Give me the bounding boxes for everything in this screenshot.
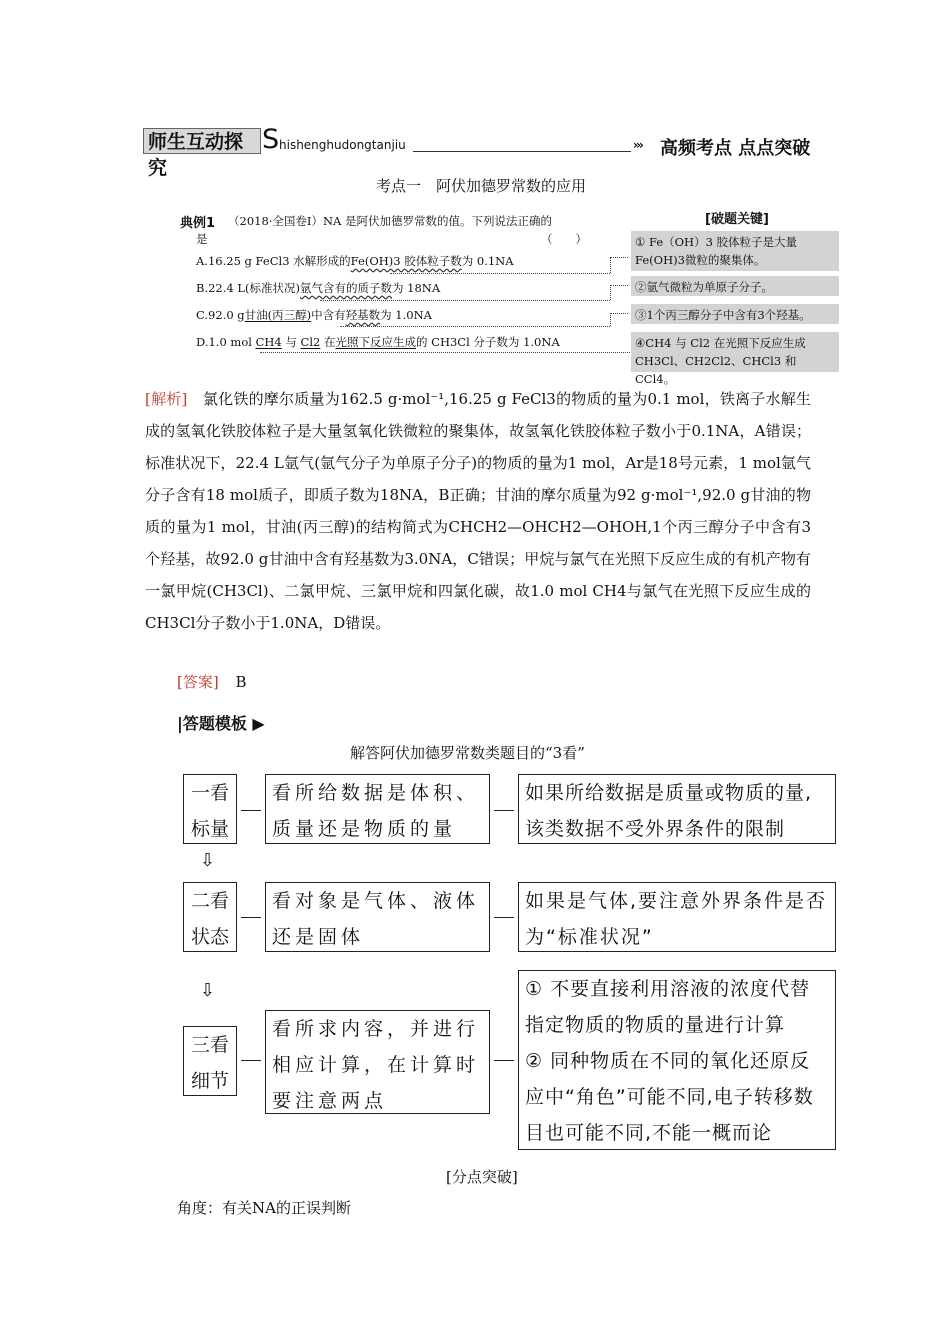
connector-a-h: [610, 257, 628, 258]
analysis-text: 氯化铁的摩尔质量为162.5 g·mol⁻¹,16.25 g FeCl3的物质的量为0.1 mol，铁离子水解生成的氢氧化铁胶体粒子是大量氢氧化铁微粒的聚集体，故氢氧化铁胶体粒子数小于0.1NA，A错误；标准状况下，22.4 L氩气(氩气分子为单原子分子)的物质的量为1 mol，Ar是18号元素，1 mol氩气分子含有18 mol质子，即质子数为18NA，B正确；甘油的摩尔质量为92 g·mol⁻¹,92.0 g甘油的物质的量为1 mol，甘油(丙三醇)的结构简式为CHCH2—OHCH2—OHOH,1个丙三醇分子中含有3个羟基，故92.0 g甘油中含有羟基数为3.0NA，C错误；甲烷与氯气在光照下反应生成的有机产物有一氯甲烷(CH3Cl)、二氯甲烷、三氯甲烷和四氯化碳，故1.0 mol CH4与氯气在光照下反应生成的CH3Cl分子数小于1.0NA，D错误。: [145, 390, 811, 632]
key-point-3: ③1个丙三醇分子中含有3个羟基。: [631, 304, 839, 324]
answer-label: [答案]: [177, 673, 219, 691]
key-point-2: ②氩气微粒为单原子分子。: [631, 276, 839, 296]
step-1-right: 如果所给数据是质量或物质的量,该类数据不受外界条件的限制: [518, 774, 836, 844]
dash-1b: [494, 810, 514, 811]
dash-3b: [494, 1060, 514, 1061]
key-point-1: ① Fe（OH）3 胶体粒子是大量Fe(OH)3微粒的聚集体。: [631, 231, 839, 271]
section-banner-left: 师生互动探究: [143, 128, 261, 154]
sub-section-title: [分点突破]: [446, 1168, 518, 1186]
option-d: D.1.0 mol CH4 与 Cl2 在光照下反应生成的 CH3Cl 分子数为 1.0NA: [196, 335, 560, 349]
example-stem: （2018·全国卷Ⅰ）NA 是阿伏加德罗常数的值。下列说法正确的: [228, 214, 552, 228]
option-c: C.92.0 g甘油(丙三醇)中含有羟基数为 1.0NA: [196, 308, 432, 322]
section-title: 考点一 阿伏加德罗常数的应用: [376, 177, 587, 195]
step-3-right: ① 不要直接利用溶液的浓度代替指定物质的物质的量进行计算 ② 同种物质在不同的氧化还原反应中“角色”可能不同,电子转移数目也可能不同,不能一概而论: [518, 970, 836, 1150]
banner-arrows-icon: ›››: [633, 138, 642, 152]
example-tag: 典例1: [180, 216, 216, 231]
dash-2b: [494, 917, 514, 918]
step-2-middle: 看对象是气体、液体还是固体: [265, 882, 490, 952]
option-b: B.22.4 L(标准状况)氩气含有的质子数为 18NA: [196, 281, 441, 295]
step-1-middle: 看所给数据是体积、质量还是物质的量: [265, 774, 490, 844]
connector-c-v: [610, 313, 611, 326]
down-arrow-icon: ⇩: [200, 850, 216, 871]
analysis-label: [解析]: [145, 390, 188, 408]
down-arrow-icon: ⇩: [200, 980, 216, 1001]
template-subtitle: 解答阿伏加德罗常数类题目的“3看”: [350, 744, 585, 762]
connector-b: [320, 300, 610, 301]
template-title: |答题模板 ▶: [177, 714, 265, 733]
example-stem-cont: 是: [196, 232, 208, 246]
key-point-4: ④CH4 与 Cl2 在光照下反应生成CH3Cl、CH2Cl2、CHCl3 和 CCl4。: [631, 332, 839, 372]
banner-s-letter: S: [262, 124, 280, 155]
step-3-head: 三看细节: [183, 1026, 237, 1096]
step-2-head: 二看状态: [183, 882, 237, 952]
banner-divider: [413, 151, 631, 152]
connector-d: [260, 352, 630, 353]
option-a: A.16.25 g FeCl3 水解形成的Fe(OH)3 胶体粒子数为 0.1NA: [196, 254, 514, 268]
connector-a-v: [610, 257, 611, 273]
dash-1a: [241, 810, 261, 811]
step-1-head: 一看标量: [183, 774, 237, 844]
connector-b-h: [610, 285, 628, 286]
key-points-title: [破题关键]: [705, 212, 769, 227]
dash-2a: [241, 917, 261, 918]
section-banner-right: 高频考点 点点突破: [660, 138, 811, 159]
analysis-paragraph: [145, 383, 811, 639]
dash-3a: [241, 1060, 261, 1061]
connector-b-v: [610, 285, 611, 300]
angle-line: 角度：有关NA的正误判断: [177, 1199, 351, 1217]
step-2-right: 如果是气体,要注意外界条件是否为“标准状况”: [518, 882, 836, 952]
connector-c: [340, 326, 610, 327]
connector-c-h: [610, 313, 628, 314]
answer-paren: （ ）: [541, 232, 587, 246]
connector-a: [390, 273, 610, 274]
banner-pinyin: hishenghudongtanjiu: [279, 138, 406, 152]
answer-value: B: [235, 673, 247, 691]
step-3-middle: 看所求内容，并进行相应计算，在计算时要注意两点: [265, 1010, 490, 1114]
answer-line: [177, 671, 247, 692]
